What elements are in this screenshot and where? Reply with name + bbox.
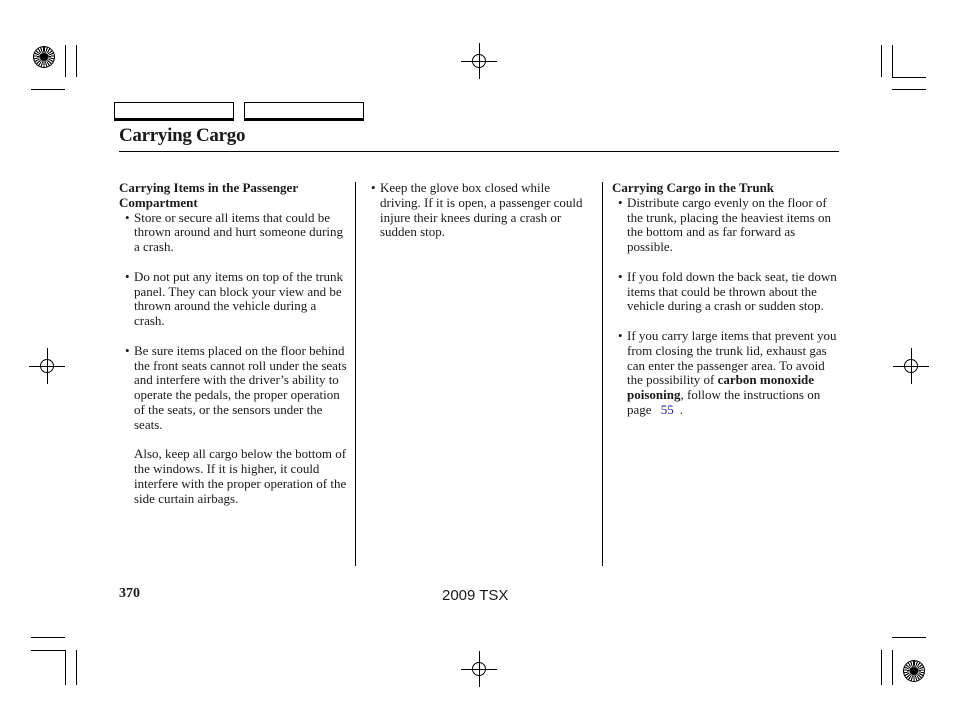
registration-sunburst-icon <box>34 47 54 67</box>
bullet-text: Be sure items placed on the floor behind the front seats cannot roll under the seats and interfere with the driver’s ability to operate the pedals, the proper operation of the seats, or the sensors under the seats. <box>134 342 347 432</box>
section-heading: Carrying Cargo in the Trunk <box>612 180 775 195</box>
bullet-text-end: , follow the instructions on page <box>627 387 821 417</box>
registration-crosshair-icon <box>461 651 497 687</box>
bullet-icon: • <box>125 268 130 284</box>
bullet-icon: • <box>618 327 623 343</box>
list-item <box>612 196 842 255</box>
bullet-icon: • <box>125 342 130 358</box>
column-glove-box <box>365 181 583 255</box>
column-divider <box>355 182 356 566</box>
list-item <box>612 329 842 418</box>
bullet-text: If you fold down the back seat, tie down items that could be thrown about the vehicle during a crash or sudden stop. <box>627 268 837 314</box>
bullet-icon: • <box>371 180 376 195</box>
section-tab-box <box>244 102 364 121</box>
continuation-paragraph: Also, keep all cargo below the bottom of the windows. If it is higher, it could interfere with the proper operation of the side curtain airbags. <box>134 446 347 506</box>
column-divider <box>602 182 603 566</box>
page-title: Carrying Cargo <box>119 125 246 146</box>
column-trunk <box>612 181 842 433</box>
list-item <box>119 211 349 255</box>
registration-sunburst-icon <box>904 661 924 681</box>
carbon-monoxide-warning-text: carbon monoxide poisoning <box>627 372 815 403</box>
bullet-icon: • <box>125 209 130 225</box>
bullet-text: Do not put any items on top of the trunk panel. They can block your view and be thrown around the vehicle during a crash. <box>134 268 344 329</box>
registration-crosshair-icon <box>29 348 65 384</box>
list-item <box>365 181 583 240</box>
bullet-text: Keep the glove box closed while driving. If it is open, a passenger could injure their knees during a crash or sudden stop. <box>380 180 583 240</box>
footer-model-name: 2009 TSX <box>442 587 509 604</box>
page-number: 370 <box>119 586 140 601</box>
bullet-icon: • <box>618 194 623 210</box>
section-heading: Carrying Items in the Passenger Compartment <box>119 180 298 210</box>
sentence-period: . <box>679 401 684 417</box>
bullet-text-start: If you carry large items that prevent you from closing the trunk lid, exhaust gas can enter the passenger area. To avoid the possibility of <box>627 327 837 388</box>
registration-crosshair-icon <box>461 43 497 79</box>
column-passenger-compartment <box>119 181 349 507</box>
registration-crosshair-icon <box>893 348 929 384</box>
list-item <box>119 344 349 433</box>
bullet-icon: • <box>618 268 623 284</box>
title-rule <box>119 151 839 152</box>
list-item <box>119 270 349 329</box>
list-item <box>612 270 842 314</box>
page-reference-link[interactable]: 55 <box>660 401 674 417</box>
bullet-text: Store or secure all items that could be thrown around and hurt someone during a crash. <box>134 209 344 255</box>
section-tab-box <box>114 102 234 121</box>
bullet-text: Distribute cargo evenly on the floor of the trunk, placing the heaviest items on the bottom and as far forward as possible. <box>627 194 831 255</box>
